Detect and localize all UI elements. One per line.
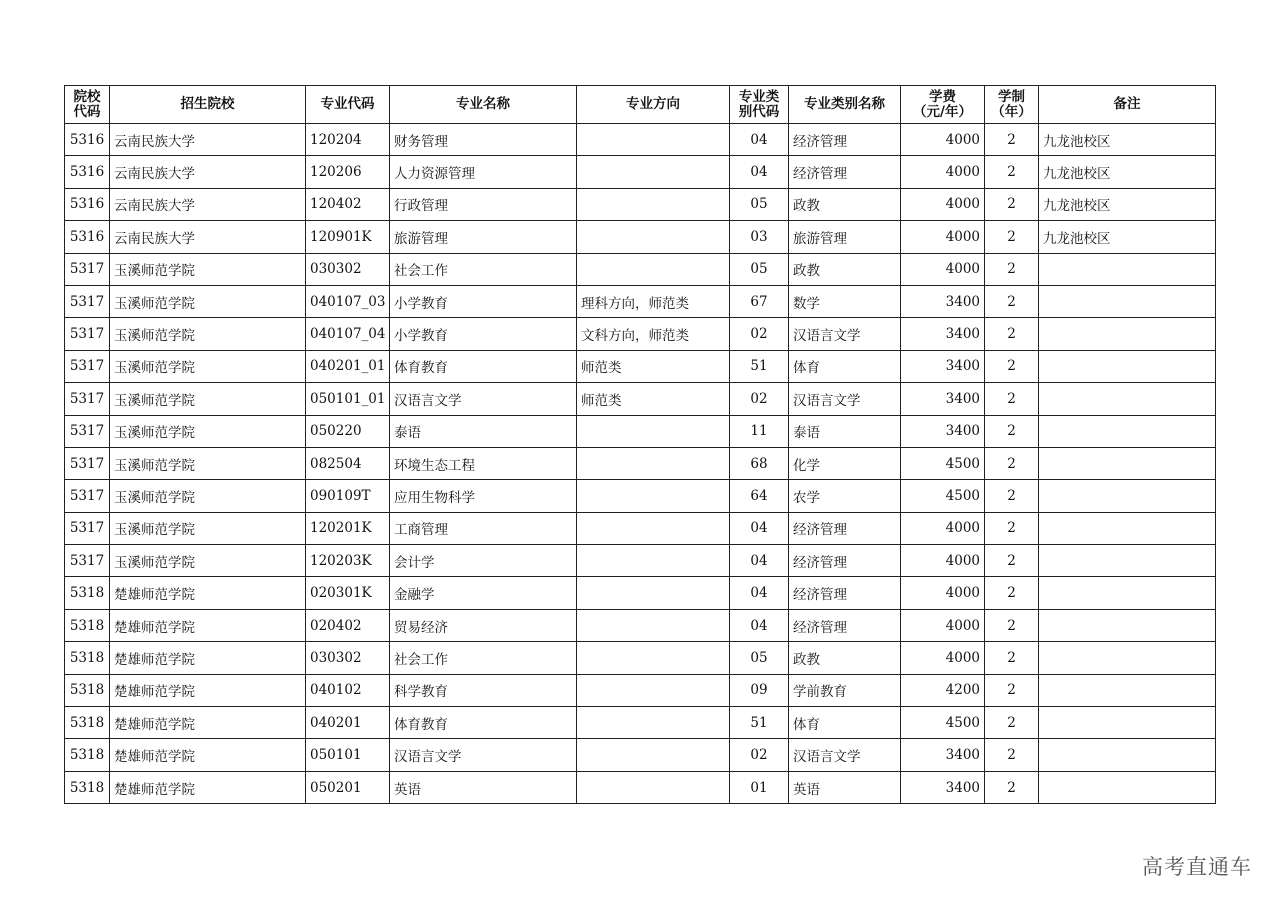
table-row <box>65 480 1216 512</box>
major-code-cell: 020402 <box>306 609 390 641</box>
major-code-cell: 090109T <box>306 480 390 512</box>
duration-cell: 2 <box>985 383 1039 415</box>
table-row <box>65 577 1216 609</box>
school-name-cell: 玉溪师范学院 <box>110 447 306 479</box>
major-name-cell: 英语 <box>390 771 577 803</box>
column-header <box>390 86 577 124</box>
duration-cell: 2 <box>985 577 1039 609</box>
remarks-cell <box>1039 771 1216 803</box>
table-row <box>65 253 1216 285</box>
major-name-cell: 财务管理 <box>390 124 577 156</box>
table-row <box>65 124 1216 156</box>
category-code-cell: 01 <box>730 771 789 803</box>
category-name-cell: 经济管理 <box>789 124 901 156</box>
remarks-cell <box>1039 707 1216 739</box>
major-code-cell: 082504 <box>306 447 390 479</box>
table-row <box>65 285 1216 317</box>
school-code-cell: 5318 <box>65 642 110 674</box>
column-header-text: 专业代码 <box>320 96 375 112</box>
school-name-cell: 玉溪师范学院 <box>110 253 306 285</box>
column-header <box>901 86 985 124</box>
school-name-cell: 玉溪师范学院 <box>110 512 306 544</box>
table-row <box>65 221 1216 253</box>
major-direction-cell <box>577 447 730 479</box>
major-code-cell: 050101 <box>306 739 390 771</box>
category-code-cell: 05 <box>730 253 789 285</box>
major-name-cell: 科学教育 <box>390 674 577 706</box>
school-code-cell: 5317 <box>65 447 110 479</box>
category-name-cell: 经济管理 <box>789 577 901 609</box>
admissions-table <box>64 85 1216 804</box>
category-name-cell: 旅游管理 <box>789 221 901 253</box>
major-direction-cell <box>577 253 730 285</box>
remarks-cell <box>1039 415 1216 447</box>
remarks-cell <box>1039 545 1216 577</box>
major-name-cell: 工商管理 <box>390 512 577 544</box>
column-header-text: 招生院校 <box>180 96 235 112</box>
remarks-cell <box>1039 609 1216 641</box>
remarks-cell: 九龙池校区 <box>1039 124 1216 156</box>
major-name-cell: 社会工作 <box>390 642 577 674</box>
category-name-cell: 体育 <box>789 350 901 382</box>
category-name-cell: 汉语言文学 <box>789 383 901 415</box>
school-name-cell: 楚雄师范学院 <box>110 771 306 803</box>
remarks-cell <box>1039 447 1216 479</box>
column-header-text: 学费 <box>929 88 956 105</box>
major-code-cell: 040201 <box>306 707 390 739</box>
major-code-cell: 120201K <box>306 512 390 544</box>
school-name-cell: 楚雄师范学院 <box>110 707 306 739</box>
school-code-cell: 5318 <box>65 609 110 641</box>
tuition-cell: 3400 <box>901 350 985 382</box>
major-direction-cell <box>577 642 730 674</box>
duration-cell: 2 <box>985 221 1039 253</box>
major-direction-cell: 文科方向，师范类 <box>577 318 730 350</box>
remarks-cell <box>1039 642 1216 674</box>
category-name-cell: 经济管理 <box>789 545 901 577</box>
category-name-cell: 汉语言文学 <box>789 318 901 350</box>
category-code-cell: 04 <box>730 609 789 641</box>
major-name-cell: 汉语言文学 <box>390 739 577 771</box>
column-header <box>306 86 390 124</box>
category-code-cell: 02 <box>730 318 789 350</box>
major-code-cell: 040107_04 <box>306 318 390 350</box>
school-code-cell: 5318 <box>65 707 110 739</box>
major-name-cell: 泰语 <box>390 415 577 447</box>
major-code-cell: 050220 <box>306 415 390 447</box>
school-name-cell: 楚雄师范学院 <box>110 674 306 706</box>
tuition-cell: 4000 <box>901 545 985 577</box>
major-name-cell: 环境生态工程 <box>390 447 577 479</box>
major-code-cell: 040107_03 <box>306 285 390 317</box>
tuition-cell: 4000 <box>901 156 985 188</box>
school-name-cell: 楚雄师范学院 <box>110 642 306 674</box>
major-name-cell: 体育教育 <box>390 707 577 739</box>
tuition-cell: 4000 <box>901 577 985 609</box>
category-code-cell: 04 <box>730 512 789 544</box>
tuition-cell: 4000 <box>901 188 985 220</box>
remarks-cell <box>1039 285 1216 317</box>
school-code-cell: 5317 <box>65 318 110 350</box>
table-header-row <box>65 86 1216 124</box>
category-code-cell: 04 <box>730 577 789 609</box>
major-direction-cell <box>577 577 730 609</box>
duration-cell: 2 <box>985 350 1039 382</box>
category-code-cell: 04 <box>730 156 789 188</box>
table-row <box>65 350 1216 382</box>
school-code-cell: 5317 <box>65 383 110 415</box>
category-name-cell: 汉语言文学 <box>789 739 901 771</box>
duration-cell: 2 <box>985 609 1039 641</box>
category-name-cell: 化学 <box>789 447 901 479</box>
tuition-cell: 4000 <box>901 609 985 641</box>
major-code-cell: 020301K <box>306 577 390 609</box>
duration-cell: 2 <box>985 480 1039 512</box>
major-code-cell: 120204 <box>306 124 390 156</box>
tuition-cell: 4500 <box>901 707 985 739</box>
category-code-cell: 11 <box>730 415 789 447</box>
duration-cell: 2 <box>985 512 1039 544</box>
school-code-cell: 5317 <box>65 350 110 382</box>
major-direction-cell <box>577 674 730 706</box>
category-name-cell: 政教 <box>789 642 901 674</box>
major-name-cell: 贸易经济 <box>390 609 577 641</box>
major-code-cell: 120206 <box>306 156 390 188</box>
duration-cell: 2 <box>985 285 1039 317</box>
major-name-cell: 金融学 <box>390 577 577 609</box>
major-direction-cell <box>577 739 730 771</box>
table-row <box>65 188 1216 220</box>
major-direction-cell: 师范类 <box>577 383 730 415</box>
major-direction-cell: 师范类 <box>577 350 730 382</box>
duration-cell: 2 <box>985 739 1039 771</box>
category-code-cell: 05 <box>730 188 789 220</box>
category-name-cell: 英语 <box>789 771 901 803</box>
tuition-cell: 4500 <box>901 480 985 512</box>
school-name-cell: 玉溪师范学院 <box>110 545 306 577</box>
school-name-cell: 云南民族大学 <box>110 156 306 188</box>
duration-cell: 2 <box>985 318 1039 350</box>
school-name-cell: 云南民族大学 <box>110 188 306 220</box>
major-direction-cell <box>577 771 730 803</box>
column-header-text: 专业类别名称 <box>804 96 885 112</box>
major-direction-cell <box>577 480 730 512</box>
remarks-cell <box>1039 577 1216 609</box>
remarks-cell: 九龙池校区 <box>1039 188 1216 220</box>
major-direction-cell: 理科方向，师范类 <box>577 285 730 317</box>
column-header-text: （年） <box>991 103 1032 120</box>
duration-cell: 2 <box>985 188 1039 220</box>
major-code-cell: 040201_01 <box>306 350 390 382</box>
major-code-cell: 050201 <box>306 771 390 803</box>
major-direction-cell <box>577 221 730 253</box>
tuition-cell: 4000 <box>901 642 985 674</box>
duration-cell: 2 <box>985 253 1039 285</box>
table-row <box>65 512 1216 544</box>
remarks-cell <box>1039 739 1216 771</box>
column-header <box>789 86 901 124</box>
column-header-text: 学制 <box>998 88 1025 105</box>
major-direction-cell <box>577 124 730 156</box>
school-name-cell: 玉溪师范学院 <box>110 350 306 382</box>
category-name-cell: 农学 <box>789 480 901 512</box>
category-code-cell: 05 <box>730 642 789 674</box>
school-name-cell: 楚雄师范学院 <box>110 609 306 641</box>
category-name-cell: 经济管理 <box>789 512 901 544</box>
column-header <box>65 86 110 124</box>
school-code-cell: 5316 <box>65 156 110 188</box>
major-direction-cell <box>577 545 730 577</box>
school-code-cell: 5316 <box>65 124 110 156</box>
tuition-cell: 3400 <box>901 285 985 317</box>
major-direction-cell <box>577 415 730 447</box>
major-name-cell: 会计学 <box>390 545 577 577</box>
category-name-cell: 学前教育 <box>789 674 901 706</box>
category-code-cell: 68 <box>730 447 789 479</box>
column-header-text: 专业方向 <box>626 96 680 112</box>
major-name-cell: 汉语言文学 <box>390 383 577 415</box>
category-name-cell: 体育 <box>789 707 901 739</box>
table-row <box>65 707 1216 739</box>
duration-cell: 2 <box>985 642 1039 674</box>
tuition-cell: 4500 <box>901 447 985 479</box>
tuition-cell: 3400 <box>901 415 985 447</box>
tuition-cell: 3400 <box>901 383 985 415</box>
school-code-cell: 5317 <box>65 253 110 285</box>
table-row <box>65 447 1216 479</box>
category-code-cell: 03 <box>730 221 789 253</box>
remarks-cell <box>1039 480 1216 512</box>
major-code-cell: 030302 <box>306 253 390 285</box>
school-code-cell: 5316 <box>65 188 110 220</box>
school-name-cell: 玉溪师范学院 <box>110 415 306 447</box>
school-name-cell: 云南民族大学 <box>110 124 306 156</box>
duration-cell: 2 <box>985 771 1039 803</box>
school-code-cell: 5316 <box>65 221 110 253</box>
column-header <box>1039 86 1216 124</box>
table-row <box>65 415 1216 447</box>
remarks-cell: 九龙池校区 <box>1039 156 1216 188</box>
table-row <box>65 545 1216 577</box>
table-row <box>65 674 1216 706</box>
duration-cell: 2 <box>985 674 1039 706</box>
major-code-cell: 120901K <box>306 221 390 253</box>
school-code-cell: 5318 <box>65 577 110 609</box>
major-direction-cell <box>577 188 730 220</box>
major-code-cell: 030302 <box>306 642 390 674</box>
remarks-cell: 九龙池校区 <box>1039 221 1216 253</box>
duration-cell: 2 <box>985 156 1039 188</box>
school-name-cell: 玉溪师范学院 <box>110 383 306 415</box>
remarks-cell <box>1039 350 1216 382</box>
school-code-cell: 5317 <box>65 512 110 544</box>
major-name-cell: 旅游管理 <box>390 221 577 253</box>
major-code-cell: 050101_01 <box>306 383 390 415</box>
school-code-cell: 5317 <box>65 480 110 512</box>
column-header <box>985 86 1039 124</box>
tuition-cell: 3400 <box>901 739 985 771</box>
category-code-cell: 09 <box>730 674 789 706</box>
table-row <box>65 156 1216 188</box>
table-row <box>65 642 1216 674</box>
category-code-cell: 64 <box>730 480 789 512</box>
column-header <box>110 86 306 124</box>
category-name-cell: 经济管理 <box>789 156 901 188</box>
table-row <box>65 771 1216 803</box>
school-name-cell: 楚雄师范学院 <box>110 739 306 771</box>
column-header-text: 备注 <box>1113 96 1141 112</box>
category-name-cell: 数学 <box>789 285 901 317</box>
major-code-cell: 120203K <box>306 545 390 577</box>
major-direction-cell <box>577 707 730 739</box>
duration-cell: 2 <box>985 707 1039 739</box>
table-row <box>65 739 1216 771</box>
major-name-cell: 小学教育 <box>390 318 577 350</box>
major-direction-cell <box>577 512 730 544</box>
category-code-cell: 02 <box>730 739 789 771</box>
column-header <box>730 86 789 124</box>
category-code-cell: 67 <box>730 285 789 317</box>
school-code-cell: 5318 <box>65 674 110 706</box>
category-code-cell: 51 <box>730 350 789 382</box>
category-code-cell: 04 <box>730 124 789 156</box>
category-code-cell: 02 <box>730 383 789 415</box>
school-code-cell: 5318 <box>65 771 110 803</box>
school-code-cell: 5317 <box>65 415 110 447</box>
school-name-cell: 楚雄师范学院 <box>110 577 306 609</box>
category-code-cell: 04 <box>730 545 789 577</box>
major-name-cell: 社会工作 <box>390 253 577 285</box>
tuition-cell: 3400 <box>901 318 985 350</box>
major-name-cell: 体育教育 <box>390 350 577 382</box>
tuition-cell: 4000 <box>901 512 985 544</box>
table-row <box>65 609 1216 641</box>
major-code-cell: 120402 <box>306 188 390 220</box>
major-name-cell: 应用生物科学 <box>390 480 577 512</box>
tuition-cell: 3400 <box>901 771 985 803</box>
major-code-cell: 040102 <box>306 674 390 706</box>
duration-cell: 2 <box>985 447 1039 479</box>
major-direction-cell <box>577 609 730 641</box>
remarks-cell <box>1039 253 1216 285</box>
duration-cell: 2 <box>985 545 1039 577</box>
remarks-cell <box>1039 674 1216 706</box>
column-header-text: 代码 <box>73 103 101 120</box>
column-header-text: 院校 <box>73 88 101 105</box>
category-name-cell: 经济管理 <box>789 609 901 641</box>
tuition-cell: 4200 <box>901 674 985 706</box>
duration-cell: 2 <box>985 415 1039 447</box>
watermark: 高考直通车 <box>1142 855 1252 879</box>
school-code-cell: 5317 <box>65 285 110 317</box>
remarks-cell <box>1039 512 1216 544</box>
school-name-cell: 玉溪师范学院 <box>110 285 306 317</box>
tuition-cell: 4000 <box>901 253 985 285</box>
column-header-text: 专业名称 <box>456 96 510 112</box>
table-row <box>65 383 1216 415</box>
school-name-cell: 云南民族大学 <box>110 221 306 253</box>
duration-cell: 2 <box>985 124 1039 156</box>
category-code-cell: 51 <box>730 707 789 739</box>
column-header <box>577 86 730 124</box>
remarks-cell <box>1039 383 1216 415</box>
column-header-text: （元/年） <box>913 103 972 120</box>
tuition-cell: 4000 <box>901 221 985 253</box>
major-direction-cell <box>577 156 730 188</box>
school-name-cell: 玉溪师范学院 <box>110 480 306 512</box>
major-name-cell: 行政管理 <box>390 188 577 220</box>
school-code-cell: 5317 <box>65 545 110 577</box>
remarks-cell <box>1039 318 1216 350</box>
table-row <box>65 318 1216 350</box>
tuition-cell: 4000 <box>901 124 985 156</box>
category-name-cell: 政教 <box>789 253 901 285</box>
school-code-cell: 5318 <box>65 739 110 771</box>
category-name-cell: 泰语 <box>789 415 901 447</box>
column-header-text: 专业类 <box>738 88 780 105</box>
school-name-cell: 玉溪师范学院 <box>110 318 306 350</box>
major-name-cell: 小学教育 <box>390 285 577 317</box>
major-name-cell: 人力资源管理 <box>390 156 577 188</box>
category-name-cell: 政教 <box>789 188 901 220</box>
column-header-text: 别代码 <box>738 103 780 120</box>
